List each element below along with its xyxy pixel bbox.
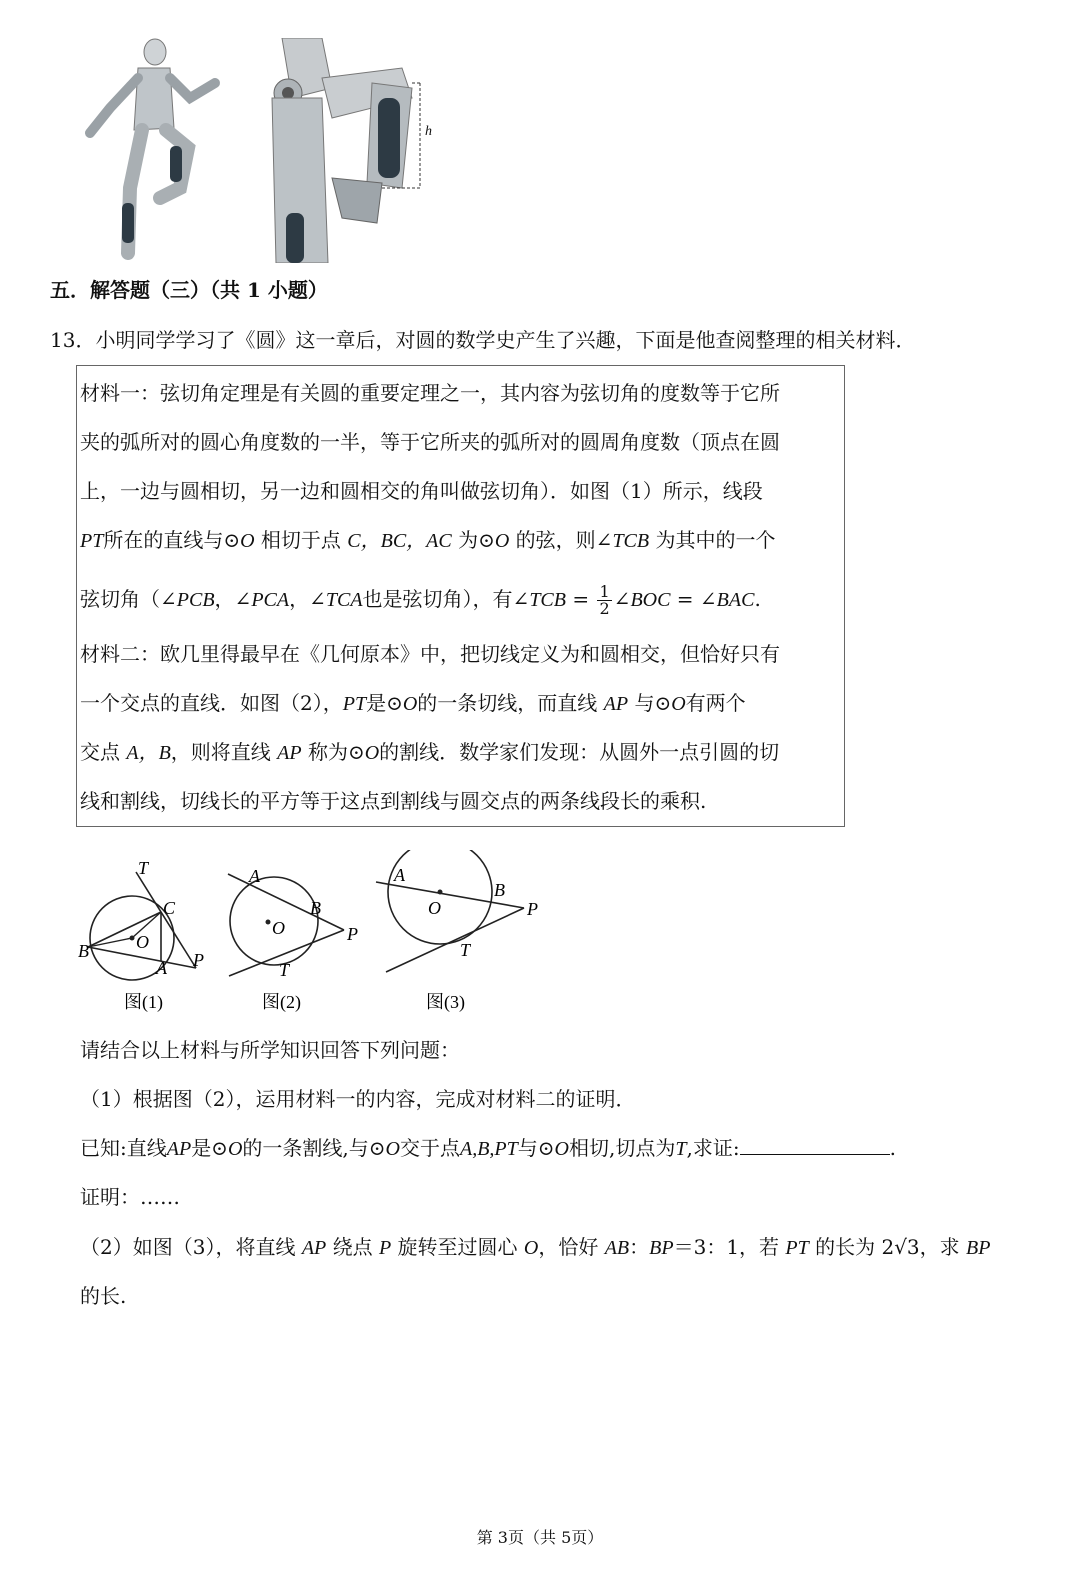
part2-question: （2）如图（3），将直线 AP 绕点 P 旋转至过圆心 O，恰好 AB：BP＝3：1，若 PT 的长为 2√3，求 BP <box>80 1235 991 1259</box>
part2-question-end: 的长. <box>80 1284 127 1308</box>
fig1-label-C: C <box>163 898 176 918</box>
height-label-h: h <box>425 124 432 139</box>
figure-3-diagram <box>376 850 538 1013</box>
section-heading: 五．解答题（三）（共 1 小题） <box>50 278 328 302</box>
material-line-6: 材料二：欧几里得最早在《几何原本》中，把切线定义为和圆相交，但恰好只有 <box>80 642 780 666</box>
fig1-label-B: B <box>78 941 89 961</box>
part1-given: 已知:直线AP是⊙O的一条割线,与⊙O交于点A,B,PT与⊙O相切,切点为T,求证: . <box>80 1136 896 1160</box>
material-line-2: 夹的弧所对的圆心角度数的一半，等于它所夹的弧所对的圆周角度数（顶点在圆 <box>80 430 780 454</box>
fig3-caption: 图(3) <box>426 992 465 1012</box>
fig3-label-A: A <box>394 865 405 885</box>
fig2-label-P: P <box>347 924 358 944</box>
material-line-7: 一个交点的直线．如图（2），PT是⊙O的一条切线，而直线 AP 与⊙O有两个 <box>80 691 746 715</box>
fig2-label-A: A <box>249 866 260 886</box>
fig3-label-B: B <box>494 880 505 900</box>
part1-question: （1）根据图（2），运用材料一的内容，完成对材料二的证明． <box>80 1087 636 1111</box>
material-line-8: 交点 A，B，则将直线 AP 称为⊙O的割线．数学家们发现：从圆外一点引圆的切 <box>80 740 780 764</box>
material-line-5: 弦切角（∠PCB，∠PCA，∠TCA也是弦切角），有∠TCB = $\frac{1}{2}$ ∠BOC = ∠BAC. <box>80 582 761 618</box>
fig3-label-P: P <box>527 899 538 919</box>
question-intro: 13．小明同学学习了《圆》这一章后，对圆的数学史产生了兴趣，下面是他查阅整理的相关材料． <box>50 328 916 352</box>
prompt-text: 请结合以上材料与所学知识回答下列问题： <box>80 1038 460 1062</box>
material-line-1: 材料一：弦切角定理是有关圆的重要定理之一，其内容为弦切角的度数等于它所 <box>80 381 780 405</box>
geometry-figures <box>74 850 554 1020</box>
fig3-label-O: O <box>428 898 441 918</box>
material-line-4: PT所在的直线与⊙O 相切于点 C，BC，AC 为⊙O 的弦，则∠TCB 为其中的一个 <box>80 528 776 552</box>
page-footer: 第 3页（共 5页） <box>476 1528 604 1547</box>
fig1-label-T: T <box>138 858 149 878</box>
part1-proof: 证明：…… <box>80 1185 180 1209</box>
fraction-one-half: $\frac{1}{2}$ <box>599 582 610 618</box>
answer-blank[interactable] <box>740 1134 890 1155</box>
fig2-label-T: T <box>279 960 290 980</box>
figure-1-diagram <box>78 858 204 1013</box>
fig2-caption: 图(2) <box>262 992 301 1012</box>
figure-2-diagram <box>228 866 358 1013</box>
fig1-label-O: O <box>136 932 149 952</box>
fig3-label-T: T <box>460 940 471 960</box>
fig1-label-A: A <box>156 958 167 978</box>
fig1-caption: 图(1) <box>124 992 163 1012</box>
robot-photo-full <box>70 38 240 263</box>
fig2-label-B: B <box>310 898 321 918</box>
robot-photo-leg-closeup <box>262 38 442 263</box>
material-line-9: 线和割线，切线长的平方等于这点到割线与圆交点的两条线段长的乘积. <box>80 789 707 813</box>
fig1-label-P: P <box>193 950 204 970</box>
fig2-label-O: O <box>272 918 285 938</box>
material-line-3: 上，一边与圆相切，另一边和圆相交的角叫做弦切角）．如图（1）所示，线段 <box>80 479 763 503</box>
